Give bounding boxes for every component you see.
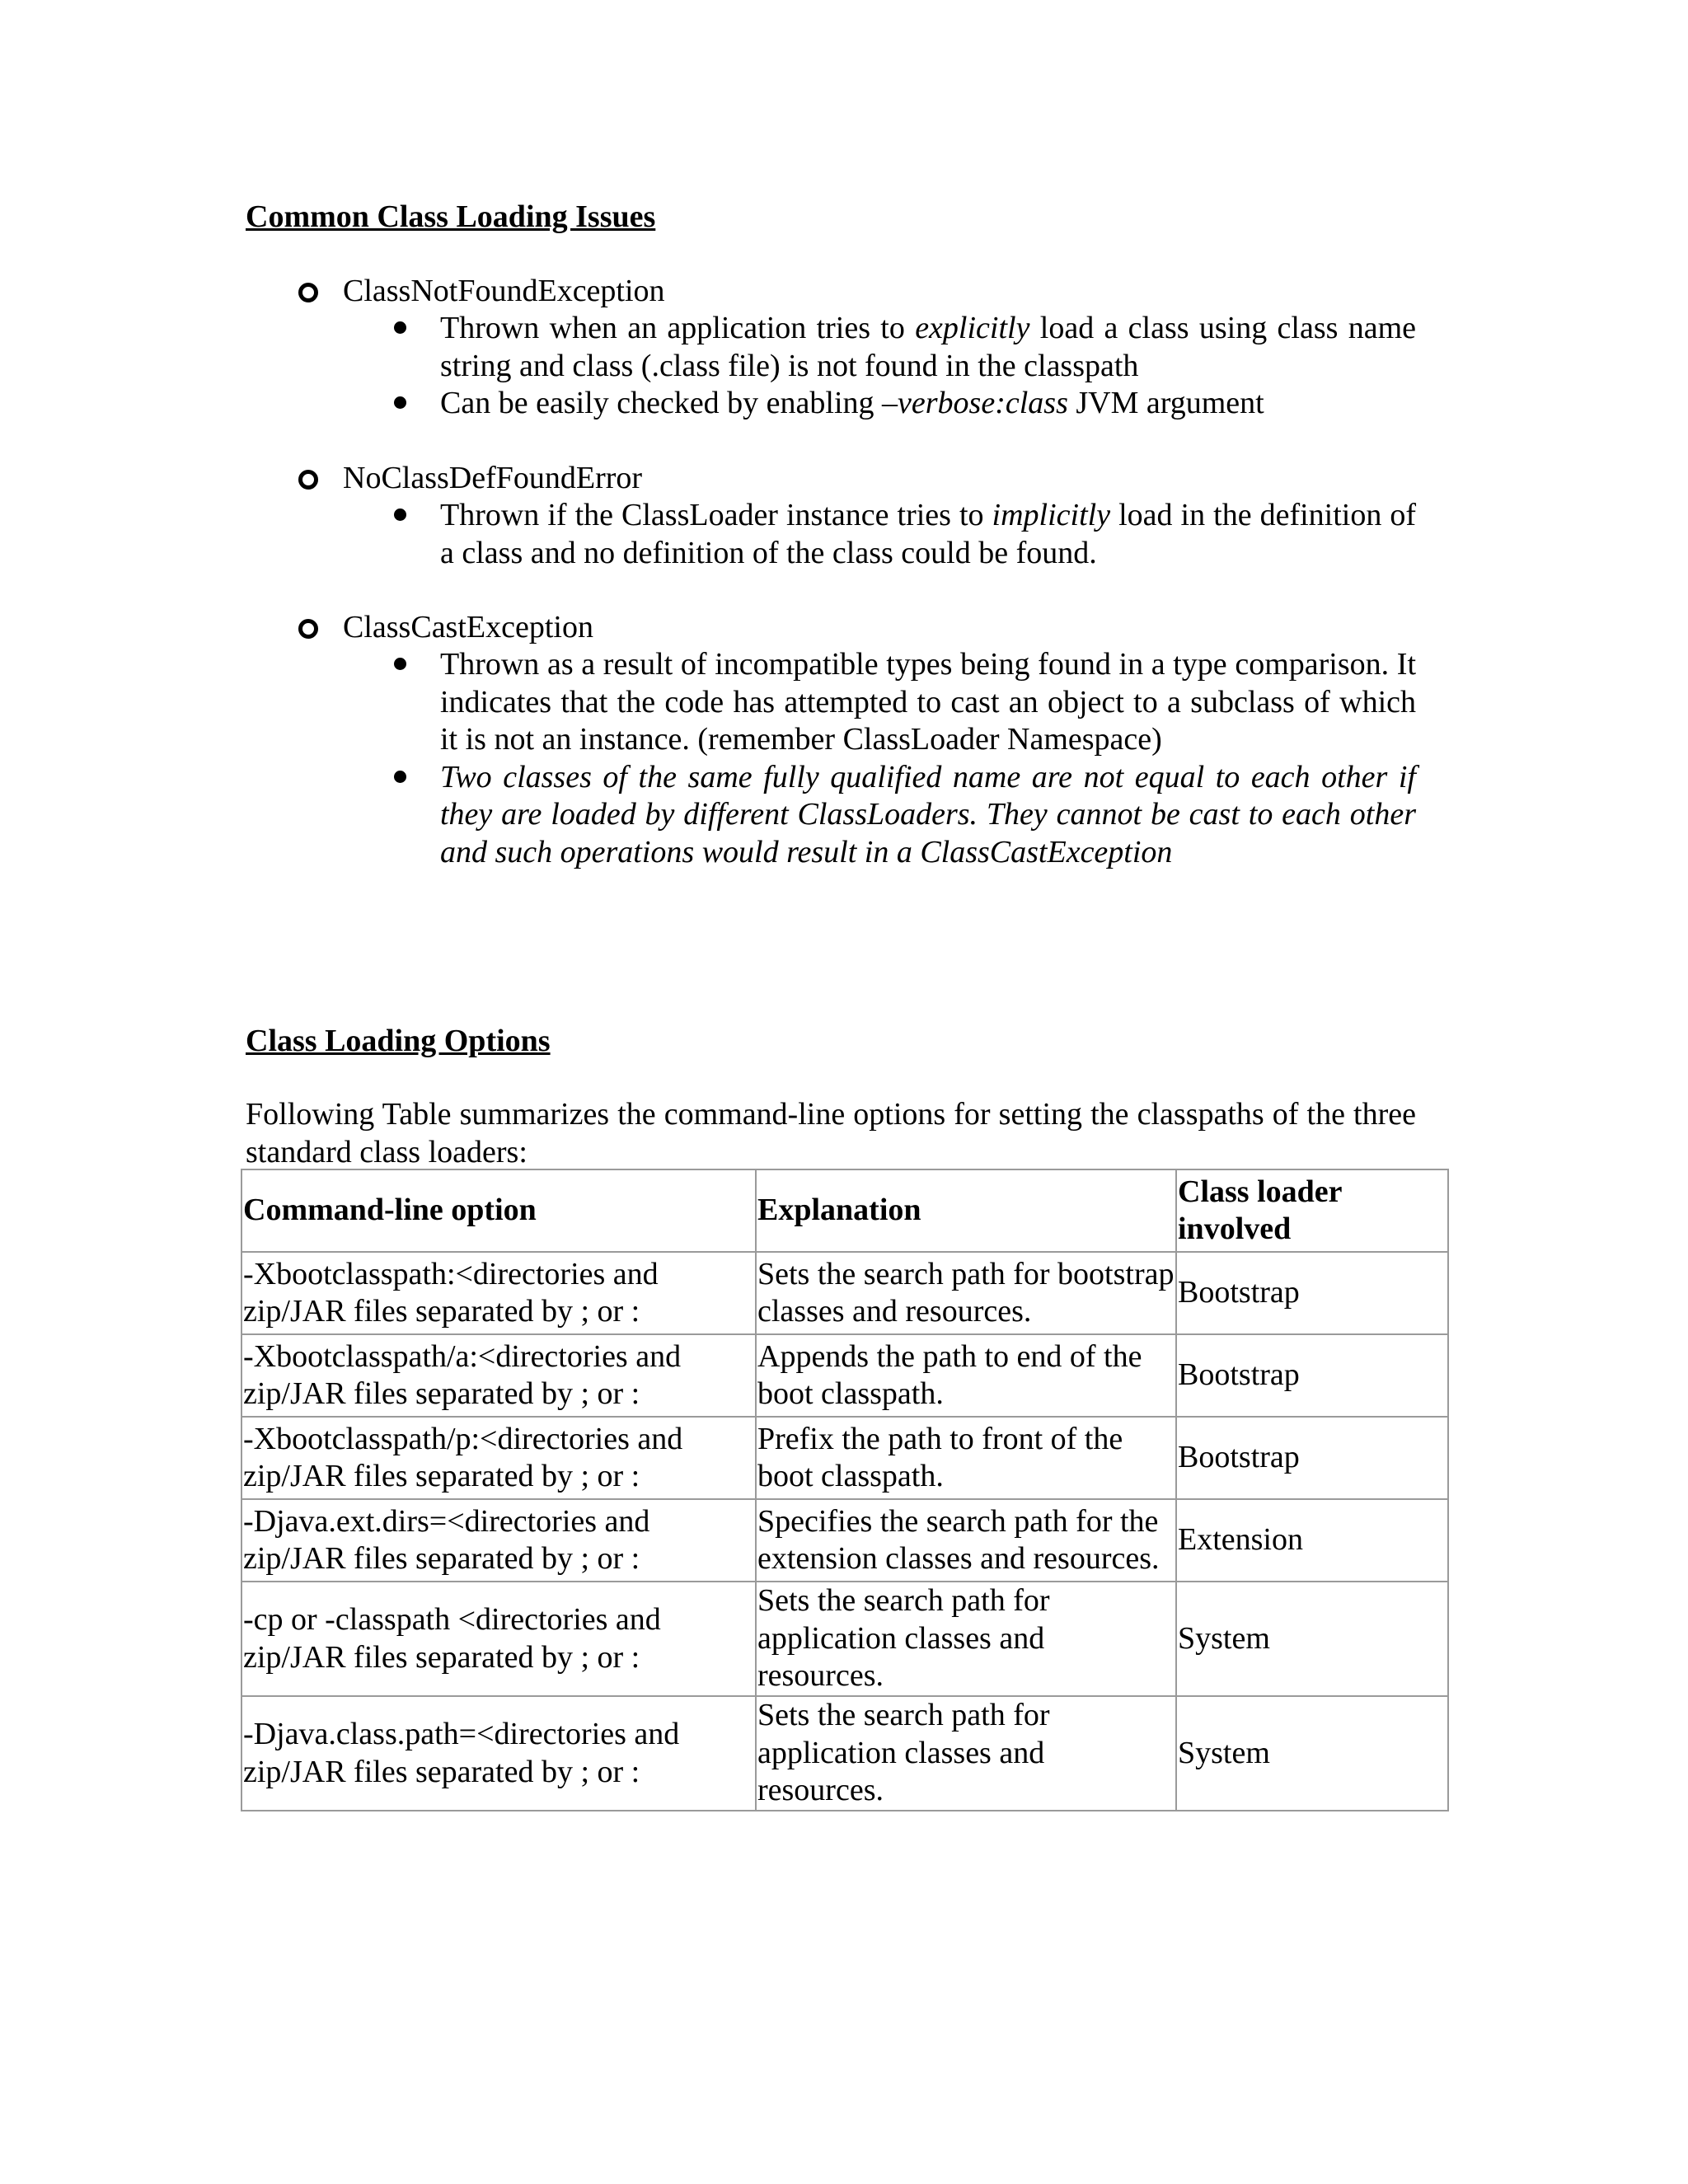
list-item: Thrown as a result of incompatible types being found in a type comparison. It indicates that the code has attempted to cast an object to a subclass of which it is not an instance. (remember ClassLoader Namespace) <box>440 646 1416 759</box>
table-cell: Sets the search path for bootstrap classes and resources. <box>756 1252 1176 1334</box>
issue-title: ClassNotFoundException <box>343 274 665 308</box>
options-heading: Class Loading Options <box>246 1024 551 1058</box>
column-header: Explanation <box>756 1169 1176 1252</box>
issue-bullet-list <box>298 646 1419 871</box>
issue-classcastexception <box>298 608 1419 871</box>
issue-noclassdeffounderror <box>298 459 1419 572</box>
column-header: Command-line option <box>241 1169 756 1252</box>
table-cell: Appends the path to end of the boot classpath. <box>756 1334 1176 1417</box>
issue-classnotfoundexception <box>298 272 1419 423</box>
filled-dot-bullet-icon <box>394 771 406 783</box>
table-cell: Sets the search path for application classes and resources. <box>756 1582 1176 1696</box>
classpath-options-table <box>241 1169 1449 1811</box>
filled-dot-bullet-icon <box>394 396 406 409</box>
table-cell: -Xbootclasspath/p:<directories and zip/JAR files separated by ; or : <box>241 1417 756 1499</box>
table-cell: Sets the search path for application classes and resources. <box>756 1696 1176 1811</box>
table-cell: -Djava.ext.dirs=<directories and zip/JAR files separated by ; or : <box>241 1499 756 1582</box>
table-cell: -Xbootclasspath/a:<directories and zip/JAR files separated by ; or : <box>241 1334 756 1417</box>
hollow-circle-bullet-icon <box>298 470 318 490</box>
hollow-circle-bullet-icon <box>298 283 318 302</box>
column-header: Class loader involved <box>1176 1169 1448 1252</box>
table-row <box>241 1252 1448 1334</box>
table-cell: System <box>1176 1696 1448 1811</box>
filled-dot-bullet-icon <box>394 509 406 521</box>
table-cell: System <box>1176 1582 1448 1696</box>
table-cell: -Xbootclasspath:<directories and zip/JAR files separated by ; or : <box>241 1252 756 1334</box>
filled-dot-bullet-icon <box>394 658 406 670</box>
table-row <box>241 1334 1448 1417</box>
table-cell: Extension <box>1176 1499 1448 1582</box>
issue-title: NoClassDefFoundError <box>343 461 643 495</box>
table-cell: Prefix the path to front of the boot classpath. <box>756 1417 1176 1499</box>
list-item: Can be easily checked by enabling –verbose:class JVM argument <box>440 385 1416 423</box>
hollow-circle-bullet-icon <box>298 619 318 639</box>
issues-heading: Common Class Loading Issues <box>246 199 656 234</box>
options-intro-paragraph: Following Table summarizes the command-line options for setting the classpaths of the three standard class loaders: <box>246 1097 1416 1169</box>
table-cell: -cp or -classpath <directories and zip/JAR files separated by ; or : <box>241 1582 756 1696</box>
table-header-row <box>241 1169 1448 1252</box>
list-item: Two classes of the same fully qualified name are not equal to each other if they are loaded by different ClassLoaders. They cannot be cast to each other and such operations would result in a ClassCastException <box>440 759 1416 872</box>
list-item: Thrown when an application tries to explicitly load a class using class name string and class (.class file) is not found in the classpath <box>440 310 1416 385</box>
issue-bullet-list <box>298 310 1419 423</box>
table-row <box>241 1499 1448 1582</box>
table-cell: Bootstrap <box>1176 1417 1448 1499</box>
issue-title: ClassCastException <box>343 610 593 644</box>
issue-bullet-list <box>298 497 1419 572</box>
filled-dot-bullet-icon <box>394 321 406 334</box>
table-row <box>241 1582 1448 1696</box>
table-cell: Specifies the search path for the extension classes and resources. <box>756 1499 1176 1582</box>
table-cell: Bootstrap <box>1176 1334 1448 1417</box>
list-item: Thrown if the ClassLoader instance tries to implicitly load in the definition of a class and no definition of the class could be found. <box>440 497 1416 572</box>
table-cell: Bootstrap <box>1176 1252 1448 1334</box>
table-row <box>241 1696 1448 1811</box>
table-row <box>241 1417 1448 1499</box>
table-cell: -Djava.class.path=<directories and zip/JAR files separated by ; or : <box>241 1696 756 1811</box>
